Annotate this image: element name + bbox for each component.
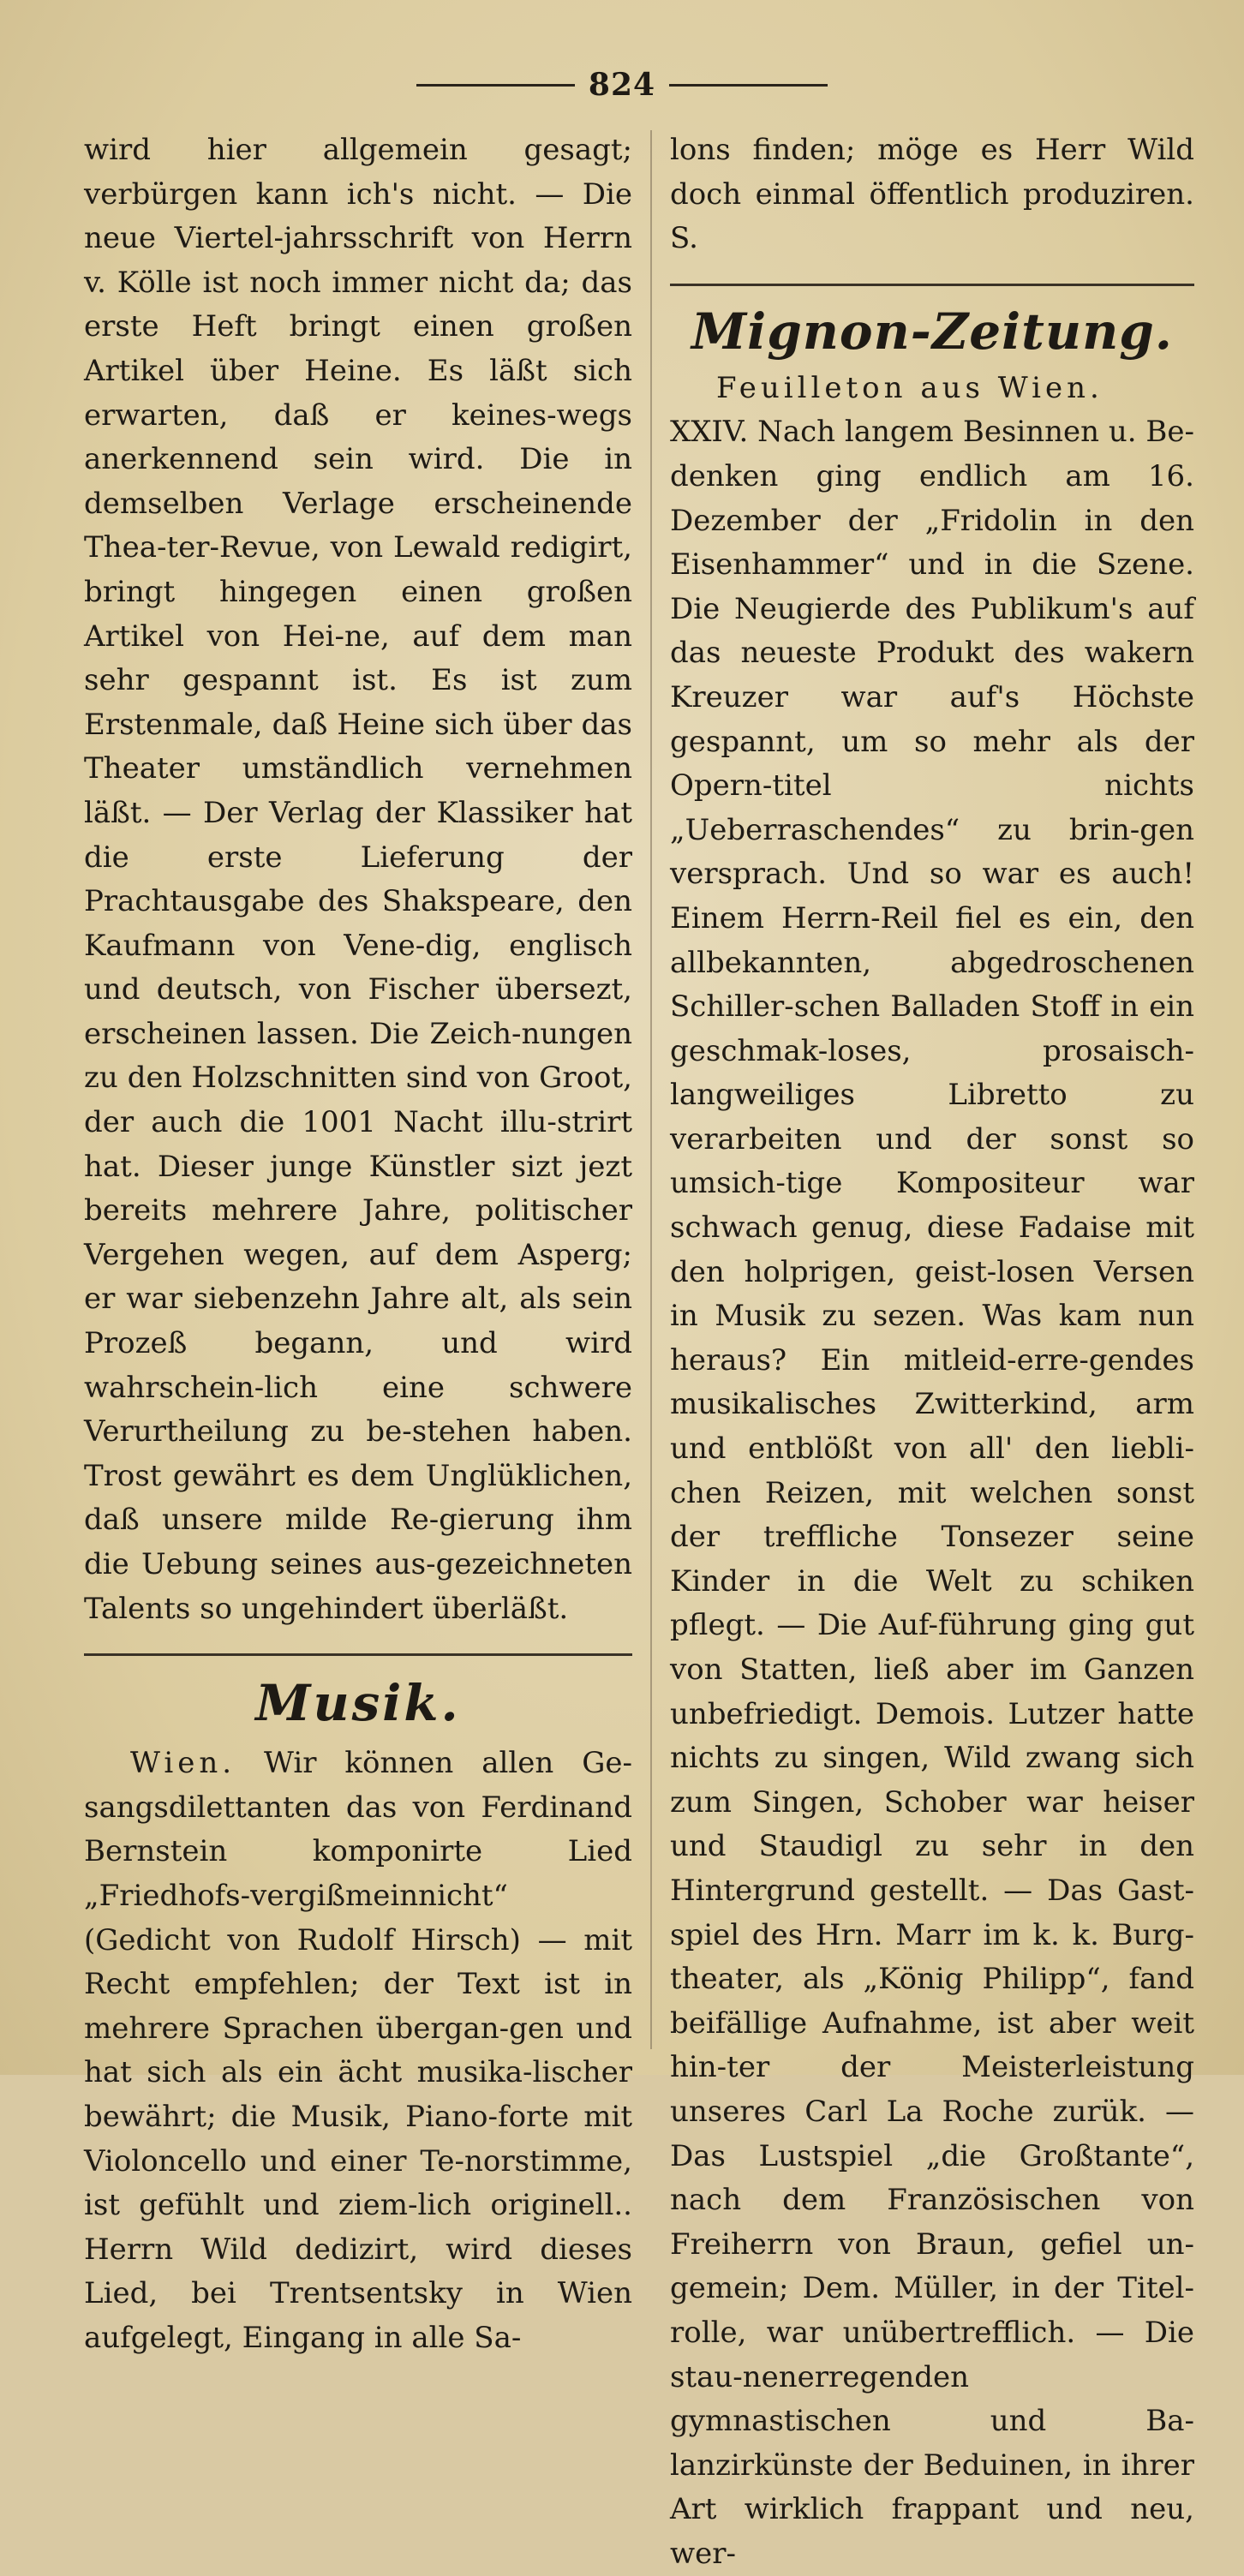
musik-article (84, 1742, 632, 2360)
right-column (670, 129, 1194, 2576)
section-divider (670, 284, 1194, 286)
feuilleton-heading: Feuilleton aus Wien. (716, 370, 1103, 405)
left-column (84, 129, 632, 2361)
right-continued-text: lons finden; möge es Herr Wild doch einmal öffentlich produziren. S. (670, 133, 1194, 256)
page-number: 824 (588, 67, 656, 103)
header-rule-left (416, 84, 575, 87)
feuilleton-text: XXIV. Nach langem Besinnen u. Be-denken ging endlich am 16. Dezember der „Fridolin in den Eisenhammer“ und in die Szene. Die Neugierde des Publikum's auf das neueste Produkt des wakern Kreuzer war auf's Höchste gespannt, um so mehr als der Opern-titel nichts „Ueberraschendes“ zu brin-gen versprach. Und so war es auch! Einem Herrn-Reil fiel es ein, den allbekannten, abgedroschenen Schiller-schen Balladen Stoff in ein geschmak-loses, prosaisch-langweiliges Libretto zu verarbeiten und der sonst so umsich-tige Kompositeur war schwach genug, diese Fadaise mit den holprigen, geist-losen Versen in Musik zu sezen. Was kam nun heraus? Ein mitleid-erre-gendes musikalisches Zwitterkind, arm und entblößt von all' den liebli-chen Reizen, mit welchen sonst der treffliche Tonsezer seine Kinder in die Welt zu schiken pflegt. — Die Auf-führung ging gut von Statten, ließ aber im Ganzen unbefriedigt. Demois. Lutzer hatte nichts zu singen, Wild zwang sich zum Singen, Schober war heiser und Staudigl zu sehr in den Hintergrund gestellt. — Das Gast-spiel des Hrn. Marr im k. k. Burg-theater, als „König Philipp“, fand beifällige Aufnahme, ist aber weit hin-ter der Meisterleistung unseres Carl La Roche zurük. — Das Lustspiel „die Großtante“, nach dem Französischen von Freiherrn von Braun, gefiel un-gemein; Dem. Müller, in der Titel-rolle, war unübertrefflich. — Die stau-nenerregenden gymnastischen und Ba-lanzirkünste der Beduinen, in ihrer Art wirklich frappant und neu, wer- (670, 415, 1194, 2571)
header-rule-right (669, 84, 828, 87)
musik-text: Wir können allen Ge-sangsdilettanten das von Ferdinand Bernstein komponirte Lied „Friedhofs-vergißmeinnicht“ (Gedicht von Rudolf Hirsch) — mit Recht empfehlen; der Text ist in mehrere Sprachen übergan-gen und hat sich als ein ächt musika-lischer bewährt; die Musik, Piano-forte mit Violoncello und einer Te-norstimme, ist gefühlt und ziem-lich originell.. Herrn Wild dedizirt, wird dieses Lied, bei Trentsentsky in Wien aufgelegt, Eingang in alle Sa- (84, 1746, 633, 2355)
musik-dateline: Wien. (130, 1746, 236, 1781)
section-divider (84, 1653, 632, 1656)
left-continued-text: wird hier allgemein gesagt; verbürgen kann ich's nicht. — Die neue Viertel-jahrsschrift von Herrn v. Kölle ist noch immer nicht da; das erste Heft bringt einen großen Artikel über Heine. Es läßt sich erwarten, daß er keines-wegs anerkennend sein wird. Die in demselben Verlage erscheinende Thea-ter-Revue, von Lewald redigirt, bringt hingegen einen großen Artikel von Hei-ne, auf dem man sehr gespannt ist. Es ist zum Erstenmale, daß Heine sich über das Theater umständlich vernehmen läßt. — Der Verlag der Klassiker hat die erste Lieferung der Prachtausgabe des Shakspeare, den Kaufmann von Vene-dig, englisch und deutsch, von Fischer übersezt, erscheinen lassen. Die Zeich-nungen zu den Holzschnitten sind von Groot, der auch die 1001 Nacht illu-strirt hat. Dieser junge Künstler sizt jezt bereits mehrere Jahre, politischer Vergehen wegen, auf dem Asperg; er war siebenzehn Jahre alt, als sein Prozeß begann, und wird wahrschein-lich eine schwere Verurtheilung zu be-stehen haben. Trost gewährt es dem Unglüklichen, daß unsere milde Re-gierung ihm die Uebung seines aus-gezeichneten Talents so ungehindert überläßt. (84, 133, 632, 1626)
section-title-mignon-zeitung: Mignon-Zeitung. (691, 302, 1174, 361)
column-divider (650, 130, 652, 2049)
page-header (0, 67, 1244, 103)
section-title-musik: Musik. (255, 1674, 461, 1733)
